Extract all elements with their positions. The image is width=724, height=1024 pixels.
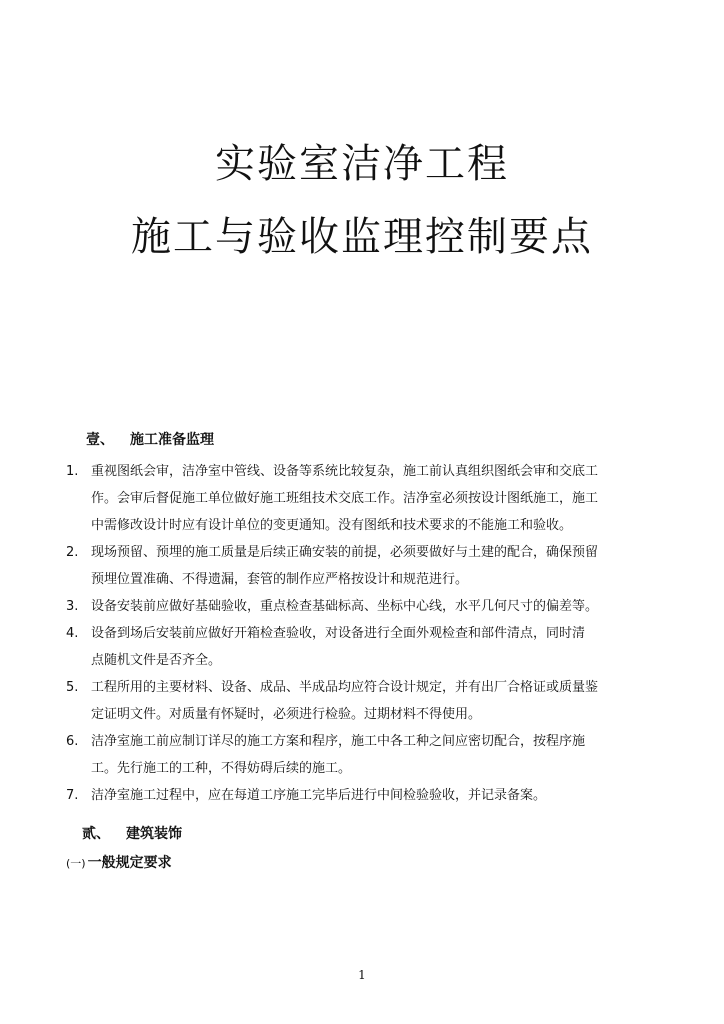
list-item-text: 重视图纸会审，洁净室中管线、设备等系统比较复杂，施工前认真组织图纸会审和交底工 作。会审后督促施工单位做好施工班组技术交底工作。洁净室必须按设计图纸施工，施工 中需修改设计时应有设计单位的变更通知。没有图纸和技术要求的不能施工和验收。 (91, 464, 599, 533)
list-item-text: 工程所用的主要材料、设备、成品、半成品均应符合设计规定，并有出厂合格证或质量鉴 定证明文件。对质量有怀疑时，必须进行检验。过期材料不得使用。 (91, 680, 599, 722)
list-item (66, 593, 666, 620)
section-label: 施工准备监理 (130, 432, 214, 448)
subsection-label: 一般规定要求 (87, 855, 172, 871)
document-title-line-2: 施工与验收监理控制要点 (131, 214, 593, 260)
page-number: 1 (358, 968, 366, 982)
list-item-text: 设备安装前应做好基础验收，重点检查基础标高、坐标中心线，水平几何尺寸的偏差等。 (91, 599, 599, 614)
list-item-number: 2. (66, 545, 79, 560)
list-item-number: 3. (66, 599, 79, 614)
document-title-line-1: 实验室洁净工程 (215, 141, 509, 187)
list-item-number: 6. (66, 734, 79, 749)
section-label: 建筑装饰 (126, 826, 182, 842)
list-item (66, 728, 666, 782)
subsection-heading (66, 852, 172, 872)
list-item-number: 5. (66, 680, 79, 695)
section-heading-1 (86, 429, 214, 449)
list-item (66, 539, 666, 593)
list-item (66, 458, 666, 539)
list-item-text: 设备到场后安装前应做好开箱检查验收，对设备进行全面外观检查和部件清点，同时清 点随机文件是否齐全。 (91, 626, 586, 668)
list-item-text: 现场预留、预埋的施工质量是后续正确安装的前提，必须要做好与土建的配合，确保预留 预埋位置准确、不得遗漏，套管的制作应严格按设计和规范进行。 (91, 545, 599, 587)
section-number: 壹、 (86, 432, 114, 448)
list-item (66, 620, 666, 674)
list-item-text: 洁净室施工前应制订详尽的施工方案和程序，施工中各工种之间应密切配合，按程序施 工。先行施工的工种，不得妨碍后续的施工。 (91, 734, 586, 776)
list-item-number: 7. (66, 788, 79, 803)
list-item-number: 1. (66, 464, 79, 479)
subsection-number: (一) (66, 857, 86, 870)
list-item-number: 4. (66, 626, 79, 641)
list-item (66, 782, 666, 809)
section-heading-2 (82, 823, 182, 843)
list-item-text: 洁净室施工过程中，应在每道工序施工完毕后进行中间检验验收，并记录备案。 (91, 788, 547, 803)
list-item (66, 674, 666, 728)
section-number: 贰、 (82, 826, 110, 842)
